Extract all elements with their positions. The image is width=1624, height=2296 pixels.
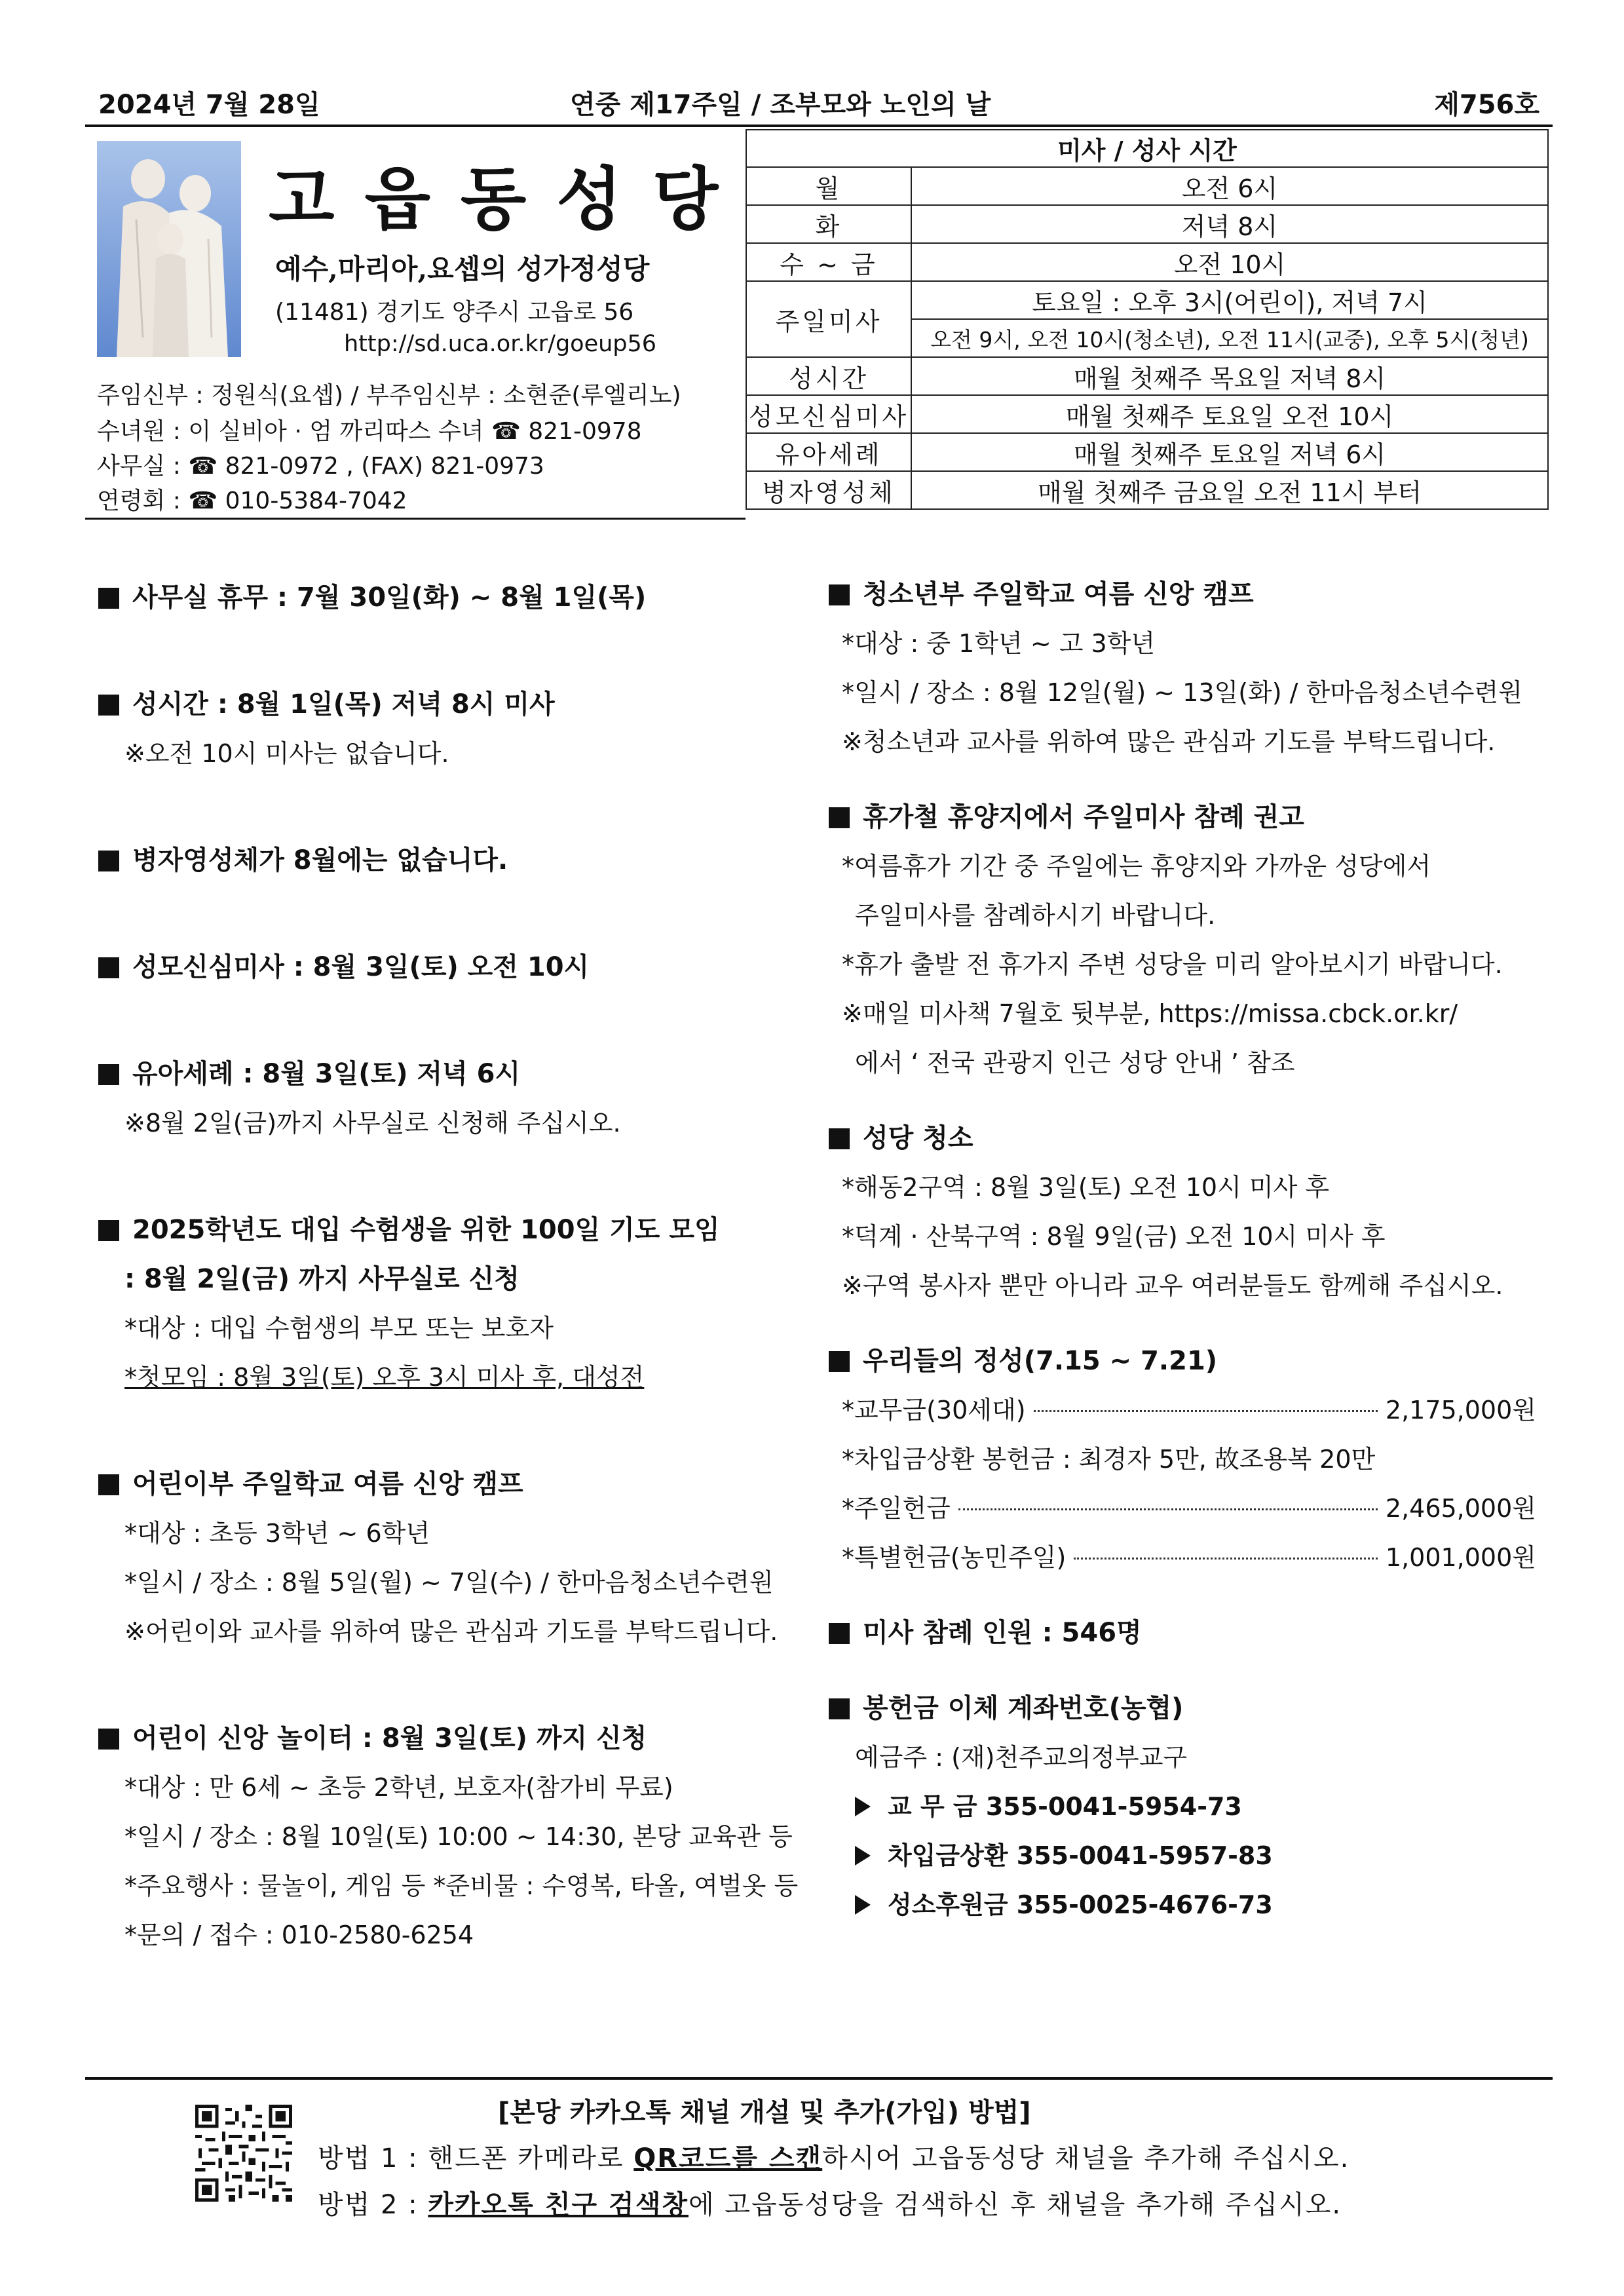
notice-line: ※어린이와 교사를 위하여 많은 관심과 기도를 부탁드립니다. (124, 1617, 778, 1646)
notice-line: *대상 : 중 1학년 ~ 고 3학년 (842, 629, 1156, 658)
offering-row (829, 1533, 1536, 1582)
notice-heading (829, 1114, 1536, 1163)
method-text: 에 고읍동성당을 검색하신 후 채널을 추가해 주십시오. (688, 2190, 1342, 2220)
offering-amount: 2,465,000원 (1385, 1494, 1536, 1523)
offering-amount: 2,175,000원 (1385, 1396, 1536, 1425)
square-bullet-icon (829, 1128, 850, 1149)
schedule-row (746, 167, 1548, 205)
square-bullet-icon (98, 695, 119, 716)
schedule-value: 매월 첫째주 토요일 저녁 6시 (911, 433, 1548, 471)
heading-text: 사무실 휴무 : 7월 30일(화) ~ 8월 1일(목) (132, 583, 647, 613)
offering-label: *주일헌금 (842, 1494, 951, 1523)
kakao-channel-qr-code-image[interactable] (195, 2105, 292, 2202)
triangle-bullet-icon (855, 1846, 871, 1866)
square-bullet-icon (829, 807, 850, 828)
heading-text: 어린이부 주일학교 여름 신앙 캠프 (132, 1469, 523, 1499)
footer-title: [본당 카카오톡 채널 개설 및 추가(가입) 방법] (498, 2097, 1031, 2128)
notice-heading (98, 943, 806, 992)
offering-row (829, 1484, 1536, 1533)
account-holder: 예금주 : (재)천주교의정부교구 (855, 1743, 1188, 1772)
square-bullet-icon (829, 1623, 850, 1644)
staff-line: 사무실 : ☎ 821-0972 , (FAX) 821-0973 (97, 453, 544, 480)
notice-heading (98, 1206, 806, 1255)
schedule-label: 화 (746, 205, 911, 243)
account-line (829, 1831, 1536, 1881)
square-bullet-icon (98, 1220, 119, 1241)
schedule-row (746, 471, 1548, 509)
triangle-bullet-icon (855, 1895, 871, 1915)
notice-line: *문의 / 접수 : 010-2580-6254 (124, 1921, 474, 1949)
right-column (829, 570, 1536, 1930)
account-text: 교 무 금 355-0041-5954-73 (888, 1792, 1242, 1821)
heading-text: 우리들의 정성(7.15 ~ 7.21) (863, 1346, 1218, 1376)
schedule-row (746, 243, 1548, 281)
square-bullet-icon (829, 1351, 850, 1372)
notice-heading (829, 793, 1536, 842)
notice-line: 주일미사를 참례하시기 바랍니다. (855, 901, 1216, 930)
method-emphasis: 카카오톡 친구 검색창 (428, 2190, 689, 2220)
heading-text: 병자영성체가 8월에는 없습니다. (132, 845, 508, 875)
method-text: 하시어 고읍동성당 채널을 추가해 주십시오. (822, 2143, 1350, 2173)
schedule-label: 성모신심미사 (746, 395, 911, 433)
top-line (98, 84, 1539, 123)
notice-line: ※8월 2일(금)까지 사무실로 신청해 주십시오. (124, 1109, 621, 1138)
heading-text: 유아세례 : 8월 3일(토) 저녁 6시 (132, 1059, 521, 1089)
issue-number: 제756호 (1434, 90, 1539, 120)
notice-line: *해동2구역 : 8월 3일(토) 오전 10시 미사 후 (842, 1173, 1330, 1202)
schedule-row (746, 395, 1548, 433)
notice-heading (829, 1609, 1536, 1658)
square-bullet-icon (829, 1698, 850, 1719)
church-address: (11481) 경기도 양주시 고읍로 56 (275, 299, 634, 326)
schedule-title: 미사 / 성사 시간 (746, 130, 1548, 167)
schedule-value: 매월 첫째주 금요일 오전 11시 부터 (911, 471, 1548, 509)
notice-line: *여름휴가 기간 중 주일에는 휴양지와 가까운 성당에서 (842, 852, 1431, 881)
heading-text: 성시간 : 8월 1일(목) 저녁 8시 미사 (132, 689, 555, 719)
notice-line: ※구역 봉사자 뿐만 아니라 교우 여러분들도 함께해 주십시오. (842, 1271, 1503, 1300)
notice-line: *일시 / 장소 : 8월 12일(월) ~ 13일(화) / 한마음청소년수련원 (842, 678, 1522, 707)
notice-line: 에서 ‘ 전국 관광지 인근 성당 안내 ’ 참조 (855, 1048, 1295, 1077)
offering-amount: 1,001,000원 (1385, 1543, 1536, 1572)
notice-line: *주요행사 : 물놀이, 게임 등 *준비물 : 수영복, 타올, 여벌옷 등 (124, 1871, 799, 1900)
church-name: 고읍동성당 (269, 159, 749, 239)
schedule-label: 월 (746, 167, 911, 205)
heading-text: 어린이 신앙 놀이터 : 8월 3일(토) 까지 신청 (132, 1723, 647, 1753)
heading-text: 휴가철 휴양지에서 주일미사 참례 권고 (863, 802, 1304, 832)
notice-heading (98, 573, 806, 622)
notice-line: ※매일 미사책 7월호 뒷부분, https://missa.cbck.or.kr/ (842, 999, 1458, 1028)
mass-schedule-table (746, 129, 1549, 510)
account-text: 성소후원금 355-0025-4676-73 (888, 1890, 1273, 1919)
schedule-label: 성시간 (746, 357, 911, 395)
notice-heading (829, 1337, 1536, 1386)
heading-text: 미사 참례 인원 : 546명 (863, 1618, 1142, 1648)
notice-heading (98, 836, 806, 885)
schedule-label: 주일미사 (746, 281, 911, 357)
dot-leader (1034, 1410, 1378, 1412)
notice-heading (98, 1714, 806, 1763)
notice-heading (98, 1050, 806, 1099)
schedule-value: 매월 첫째주 토요일 오전 10시 (911, 395, 1548, 433)
staff-line: 연령회 : ☎ 010-5384-7042 (97, 488, 407, 514)
notice-heading (829, 1684, 1536, 1733)
notice-line: *대상 : 만 6세 ~ 초등 2학년, 보호자(참가비 무료) (124, 1773, 673, 1802)
notice-heading (829, 570, 1536, 619)
schedule-value: 오전 6시 (911, 167, 1548, 205)
notice-line: *대상 : 대입 수험생의 부모 또는 보호자 (124, 1314, 554, 1343)
schedule-row (746, 205, 1548, 243)
heading-text: 성당 청소 (863, 1123, 973, 1153)
notice-line: ※오전 10시 미사는 없습니다. (124, 739, 449, 768)
square-bullet-icon (829, 584, 850, 605)
church-subtitle: 예수,마리아,요셉의 성가정성당 (275, 253, 650, 285)
square-bullet-icon (98, 1474, 119, 1495)
footer-method-2 (318, 2184, 1342, 2221)
notice-line: ※청소년과 교사를 위하여 많은 관심과 기도를 부탁드립니다. (842, 727, 1496, 756)
staff-line: 주임신부 : 정원식(요셉) / 부주임신부 : 소현준(루엘리노) (97, 382, 681, 409)
account-line (829, 1881, 1536, 1930)
notice-line: *일시 / 장소 : 8월 5일(월) ~ 7일(수) / 한마음청소년수련원 (124, 1568, 774, 1597)
square-bullet-icon (98, 1064, 119, 1085)
schedule-value: 토요일 : 오후 3시(어린이), 저녁 7시 (911, 281, 1548, 319)
schedule-value: 매월 첫째주 목요일 저녁 8시 (911, 357, 1548, 395)
schedule-value: 오전 10시 (911, 243, 1548, 281)
heading-text: 봉헌금 이체 계좌번호(농협) (863, 1693, 1184, 1723)
heading-text: 2025학년도 대입 수험생을 위한 100일 기도 모임 (132, 1215, 720, 1245)
square-bullet-icon (98, 588, 119, 609)
header-bottom-rule (85, 518, 746, 520)
square-bullet-icon (98, 957, 119, 978)
heading-text: 성모신심미사 : 8월 3일(토) 오전 10시 (132, 952, 590, 982)
issue-date: 2024년 7월 28일 (98, 90, 320, 120)
holy-family-statue-image (97, 141, 241, 357)
church-url-link[interactable]: http://sd.uca.or.kr/goeup56 (344, 331, 657, 357)
method-emphasis: QR코드를 스캔 (633, 2143, 823, 2173)
staff-line: 수녀원 : 이 실비아 · 엄 까리따스 수녀 ☎ 821-0978 (97, 418, 642, 445)
method-text: 방법 2 : (318, 2190, 428, 2220)
square-bullet-icon (98, 1729, 119, 1750)
schedule-value: 저녁 8시 (911, 205, 1548, 243)
square-bullet-icon (98, 851, 119, 871)
liturgical-theme: 연중 제17주일 / 조부모와 노인의 날 (570, 90, 991, 120)
triangle-bullet-icon (855, 1797, 871, 1816)
notice-line: *첫모임 : 8월 3일(토) 오후 3시 미사 후, 대성전 (124, 1363, 645, 1392)
top-divider (85, 124, 1553, 127)
schedule-label: 유아세례 (746, 433, 911, 471)
schedule-row (746, 433, 1548, 471)
account-line (829, 1782, 1536, 1831)
notice-heading (98, 680, 806, 729)
notice-line: *차입금상환 봉헌금 : 최경자 5만, 故조용복 20만 (842, 1445, 1376, 1474)
footer-method-1 (318, 2137, 1350, 2175)
offering-label: *교무금(30세대) (842, 1396, 1026, 1425)
footer-divider (85, 2077, 1553, 2080)
notice-line: *덕계 · 산북구역 : 8월 9일(금) 오전 10시 미사 후 (842, 1222, 1386, 1251)
schedule-label: 수 ~ 금 (746, 243, 911, 281)
notice-line: *휴가 출발 전 휴가지 주변 성당을 미리 알아보시기 바랍니다. (842, 950, 1503, 979)
notice-line: *일시 / 장소 : 8월 10일(토) 10:00 ~ 14:30, 본당 교육관 등 (124, 1822, 793, 1851)
heading-text: 청소년부 주일학교 여름 신앙 캠프 (863, 579, 1254, 609)
schedule-row (746, 357, 1548, 395)
schedule-value: 오전 9시, 오전 10시(청소년), 오전 11시(교중), 오후 5시(청년) (911, 319, 1548, 357)
offering-label: *특별헌금(농민주일) (842, 1543, 1067, 1572)
notice-heading-cont: : 8월 2일(금) 까지 사무실로 신청 (124, 1264, 519, 1294)
dot-leader (958, 1508, 1378, 1510)
notice-heading (98, 1460, 806, 1509)
method-text: 방법 1 : 핸드폰 카메라로 (318, 2143, 634, 2173)
account-text: 차입금상환 355-0041-5957-83 (888, 1841, 1273, 1870)
dot-leader (1074, 1558, 1378, 1559)
left-column (98, 573, 806, 1960)
notice-line: *대상 : 초등 3학년 ~ 6학년 (124, 1519, 430, 1548)
schedule-row (746, 281, 1548, 319)
offering-row (829, 1386, 1536, 1435)
schedule-label: 병자영성체 (746, 471, 911, 509)
